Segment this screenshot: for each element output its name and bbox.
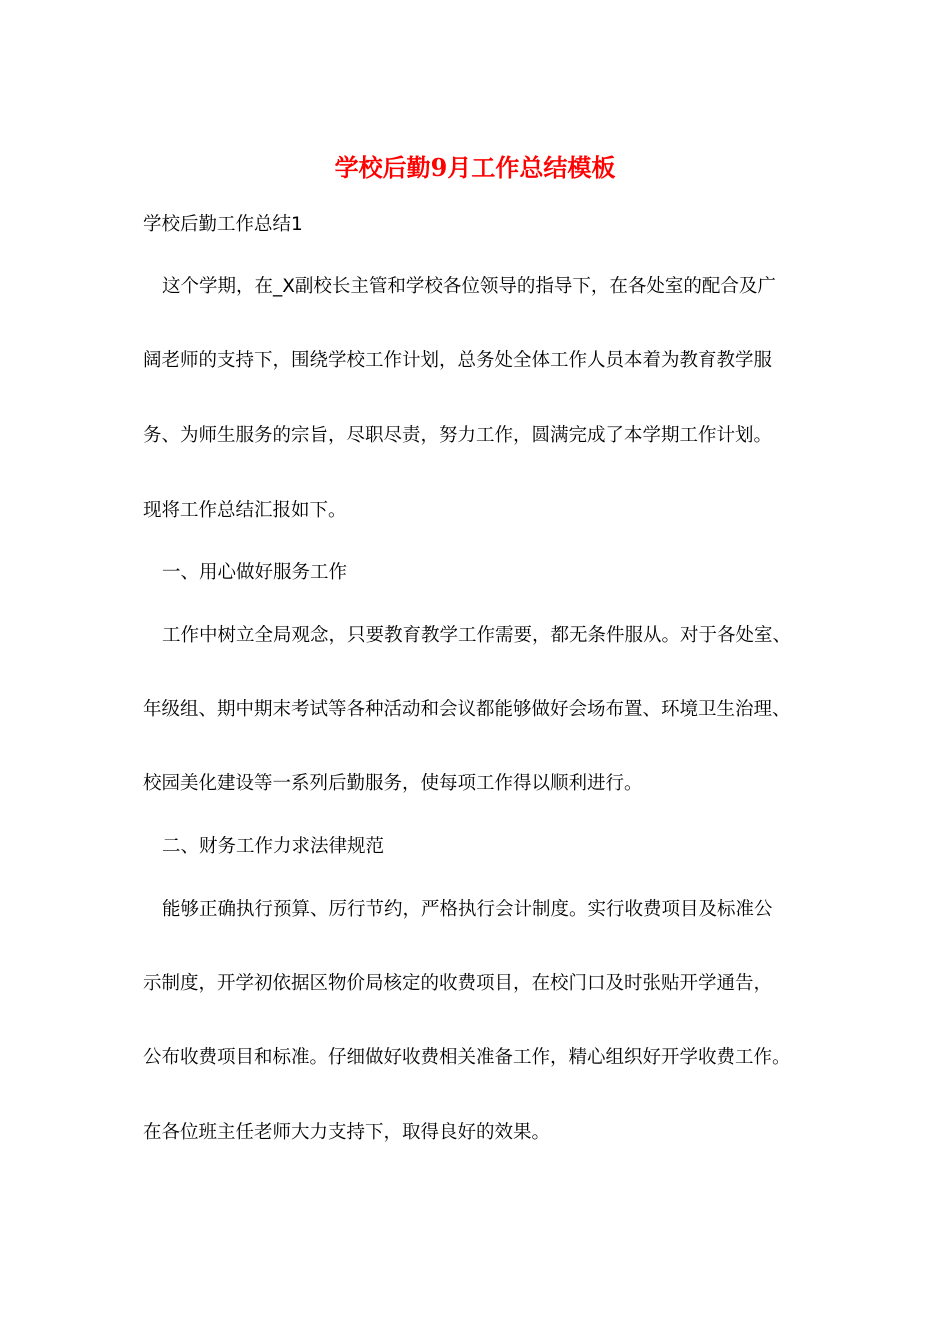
document-title: 学校后勤9月工作总结模板 (334, 153, 616, 182)
paragraph-line: 公布收费项目和标准。仔细做好收费相关准备工作，精心组织好开学收费工作。 (143, 1047, 791, 1068)
paragraph-line: 示制度，开学初依据区物价局核定的收费项目，在校门口及时张贴开学通告， (143, 973, 773, 994)
paragraph-line: 年级组、期中期末考试等各种活动和会议都能够做好会场布置、环境卫生治理、 (143, 699, 791, 720)
paragraph-line: 校园美化建设等一系列后勤服务，使每项工作得以顺利进行。 (143, 773, 643, 794)
section-heading: 二、财务工作力求法律规范 (162, 836, 385, 857)
paragraph-line: 这个学期，在_X副校长主管和学校各位领导的指导下，在各处室的配合及广 (162, 276, 776, 297)
section-heading: 一、用心做好服务工作 (162, 562, 348, 583)
paragraph-line: 阔老师的支持下，围绕学校工作计划，总务处全体工作人员本着为教育教学服 (143, 350, 773, 371)
section-subheading: 学校后勤工作总结1 (143, 214, 303, 235)
paragraph-line: 工作中树立全局观念，只要教育教学工作需要，都无条件服从。对于各处室、 (162, 625, 792, 646)
paragraph-line: 现将工作总结汇报如下。 (143, 500, 347, 521)
paragraph-line: 能够正确执行预算、厉行节约，严格执行会计制度。实行收费项目及标准公 (162, 899, 773, 920)
paragraph-line: 务、为师生服务的宗旨，尽职尽责，努力工作，圆满完成了本学期工作计划。 (143, 425, 773, 446)
paragraph-line: 在各位班主任老师大力支持下，取得良好的效果。 (143, 1122, 551, 1143)
